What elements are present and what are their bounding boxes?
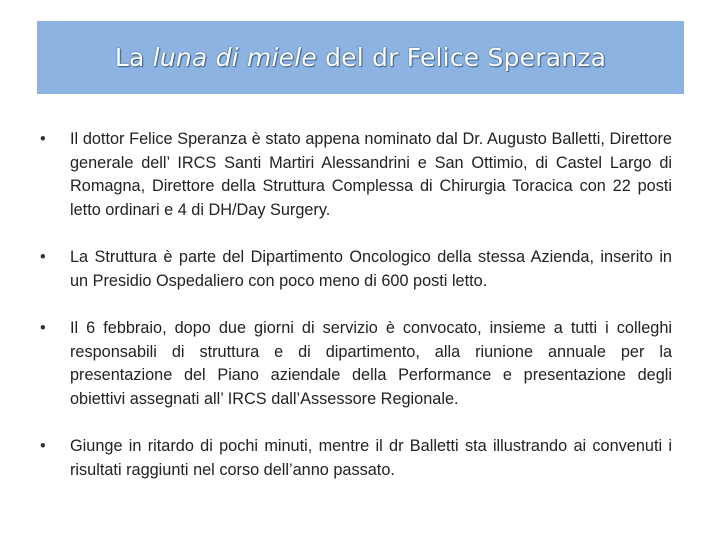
slide-title <box>115 43 606 72</box>
bullet-item-1: • Il dottor Felice Speranza è stato appena nominato dal Dr. Augusto Balletti, Direttore generale dell’ IRCS Santi Martiri Alessandrini e San Ottimio, di Castel Largo di Romagna, Direttore della Struttura Complessa di Chirurgia Toracica con 22 posti letto ordinari e 4 di DH/Day Surgery. <box>40 128 672 222</box>
title-bar <box>37 21 684 94</box>
bullet-item-3: • Il 6 febbraio, dopo due giorni di servizio è convocato, insieme a tutti i colleghi responsabili di struttura e di dipartimento, alla riunione annuale per la presentazione del Piano aziendale della Performance e presentazione degli obiettivi assegnati all’ IRCS dall’Assessore Regionale. <box>40 317 672 411</box>
title-part-1: La <box>114 43 153 72</box>
title-italic: luna di miele <box>152 43 317 72</box>
title-part-2: del dr Felice Speranza <box>316 43 607 72</box>
bullet-item-4: • Giunge in ritardo di pochi minuti, mentre il dr Balletti sta illustrando ai convenuti i risultati raggiunti nel corso dell’anno passato. <box>40 435 672 482</box>
bullet-list <box>40 128 672 506</box>
bullet-item-2: • La Struttura è parte del Dipartimento Oncologico della stessa Azienda, inserito in un Presidio Ospedaliero con poco meno di 600 posti letto. <box>40 246 672 293</box>
